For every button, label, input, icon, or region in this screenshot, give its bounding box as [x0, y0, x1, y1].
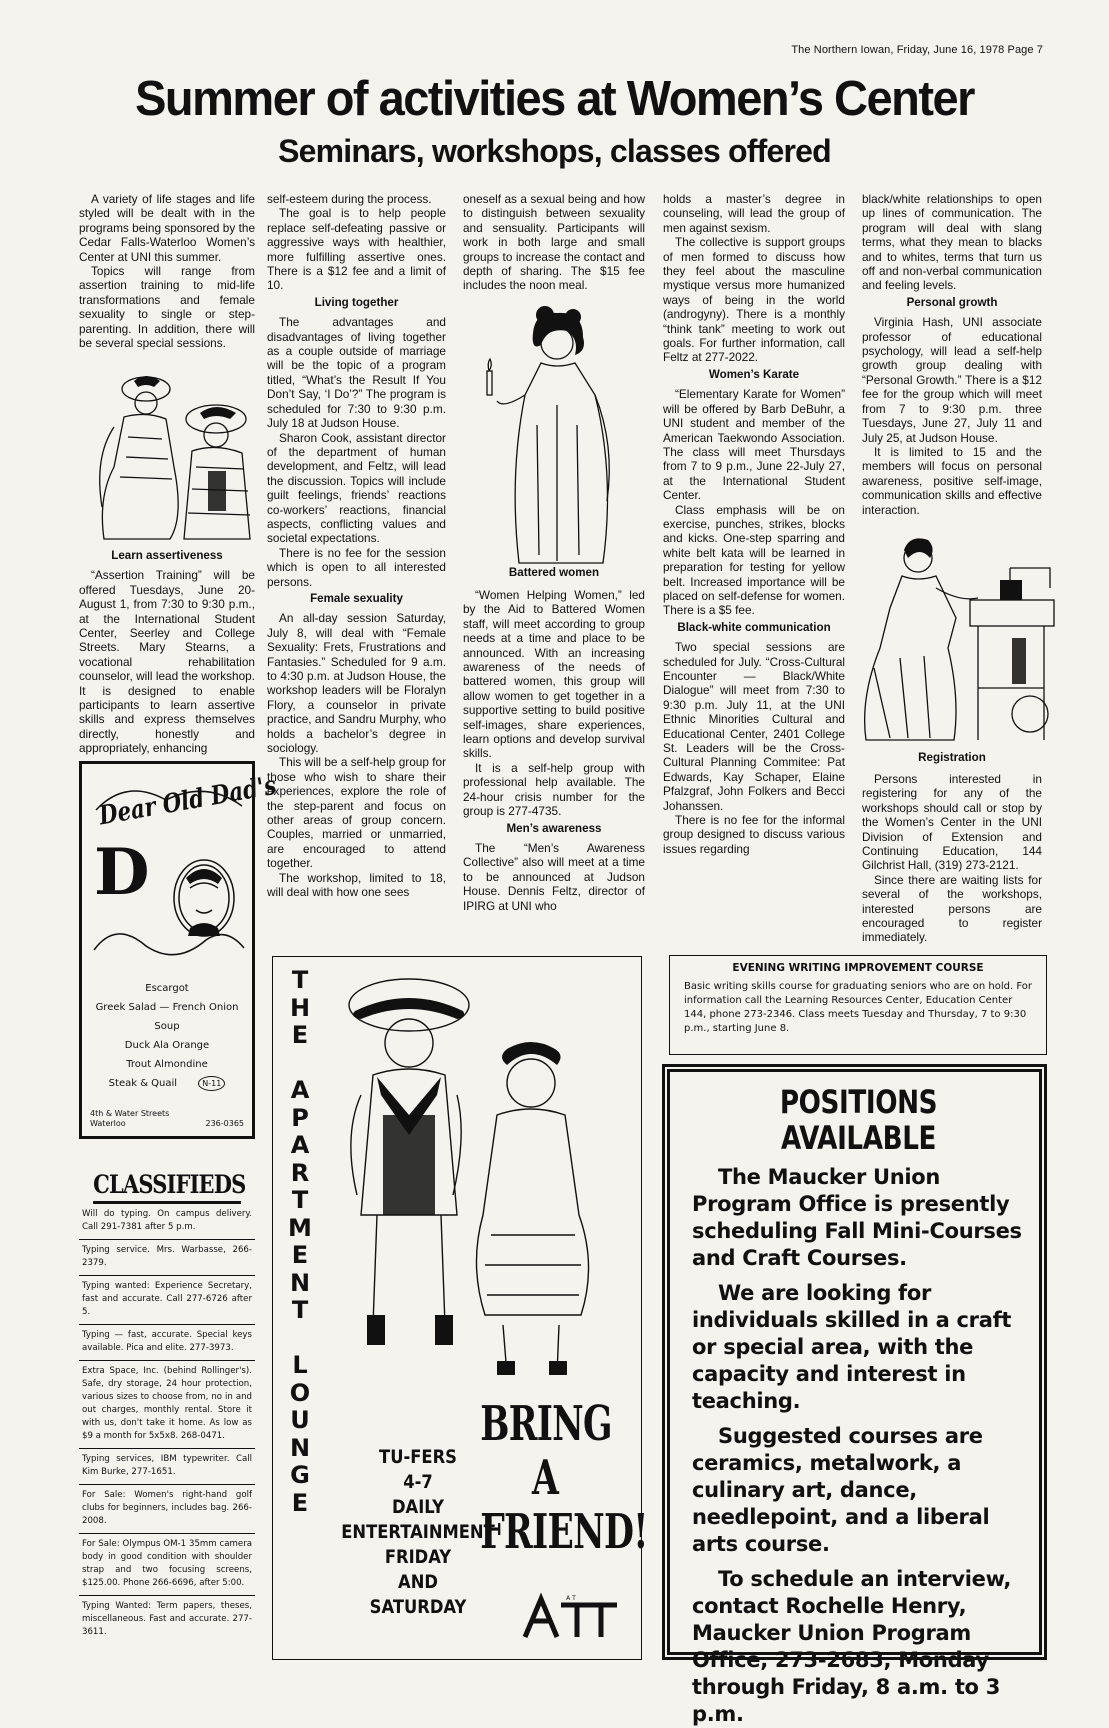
section-heading-karate: Women’s Karate [708, 367, 800, 381]
menu-item: Duck Ala Orange [124, 1040, 210, 1051]
paragraph: Persons interested in registering for any of the workshops should call or stop by the Women’s Center in the UNI Division of Extension and Continuing Education, 144 Gilchrist Hall, (319) 273-2121. [862, 772, 1042, 873]
bring-a-friend-slogan: BRING A FRIEND! [480, 1396, 648, 1560]
menu-item: Steak & Quail N-11 [82, 1074, 252, 1093]
page-folio: The Northern Iowan, Friday, June 16, 1978 Page 7 [791, 44, 1043, 56]
paragraph: “Women Helping Women,” led by the Aid to Battered Women staff, will meet according to group needs at a time and place to be announced. With an increasing awareness of the needs of battered women, this group will allow women to get together in a supportive setting to build positive self-images, share experiences, learn options and develop survival skills. [463, 588, 645, 761]
paragraph: A variety of life stages and life styled will be dealt with in the programs being sponsored by the Cedar Falls-Waterloo Women’s Center at UNI this summer. [79, 192, 255, 264]
paragraph: Class emphasis will be on exercise, punches, strikes, blocks and kicks. One-step sparring and white belt kata will be learned in preparation for testing for yellow belt. Increased importance will be placed on self-defense for women. There is a $5 fee. [663, 502, 845, 618]
article-column-3 [463, 192, 645, 293]
dear-old-dads-ad [79, 761, 279, 1139]
section-heading-black-white: Black-white communication [677, 620, 831, 634]
article-column-1 [79, 192, 255, 350]
woman-with-candle-illustration [475, 305, 640, 573]
vintage-children-illustration [317, 965, 637, 1385]
paragraph: It is a self-help group with professional help available. The 24-hour crisis number for the group is 277-4735. [463, 760, 645, 819]
article-column-5b [862, 772, 1042, 945]
section-heading-living-together: Living together [314, 295, 399, 309]
positions-title-line-1: POSITIONS [779, 1083, 938, 1121]
apartment-logo-icon [521, 1591, 621, 1641]
paragraph: It is limited to 15 and the members will focus on personal awareness, positive self-image, communication skills and effective interaction. [862, 444, 1042, 517]
writing-course-ad [669, 955, 1047, 1055]
paragraph: The workshop, limited to 18, will deal with how one sees [267, 870, 446, 900]
classified-ad: Typing wanted: Experience Secretary, fast and accurate. Call 277-6726 after 5. [79, 1276, 255, 1325]
page-subhead: Seminars, workshops, classes offered [278, 133, 831, 169]
classified-ad: Typing Wanted: Term papers, theses, miscellaneous. Fast and accurate. 277-3611. [82, 1601, 252, 1637]
page-headline: Summer of activities at Women’s Center [135, 69, 974, 126]
dad-address: 4th & Water Streets Waterloo 236-0365 [90, 1109, 244, 1128]
positions-paragraph: The Maucker Union Program Office is presently scheduling Fall Mini-Courses and Craft Courses. [692, 1165, 1022, 1270]
paragraph: black/white relationships to open up lines of communication. The program will deal with slang terms, what they mean to blacks and to whites, terms that turn us off and non-verbal communication and feeling levels. [862, 192, 1042, 293]
paragraph: Topics will range from assertion training to mid-life transformations and female sexuality to single or step-parenting. In addition, there will be several special sessions. [79, 264, 255, 351]
n11-badge: N-11 [198, 1076, 225, 1091]
paragraph: Virginia Hash, UNI associate professor of educational psychology, will lead a self-help growth group dealing with “Personal Growth.” There is a $12 fee for the group which will meet from 7 to 9:30 p.m. three Tuesdays, June 27, July 11 and July 25, at Judson House. [862, 315, 1042, 445]
paragraph: oneself as a sexual being and how to distinguish between sexuality and sensuality. Participants will work in both large and small groups to increase the contact and depth of sharing. The $15 fee includes the noon meal. [463, 192, 645, 293]
classified-ad: Typing — fast, accurate. Special keys available. Pica and elite. 277-3973. [79, 1325, 255, 1361]
classified-ad: Typing services, IBM typewriter. Call Kim Burke, 277-1651. [79, 1449, 255, 1485]
classified-ad: Will do typing. On campus delivery. Call 291-7381 after 5 p.m. [79, 1204, 255, 1240]
section-heading-personal-growth: Personal growth [906, 295, 998, 309]
article-column-5 [862, 192, 1042, 517]
section-heading-assertiveness: Learn assertiveness [111, 549, 223, 562]
positions-title-line-2: AVAILABLE [780, 1119, 937, 1157]
caption-registration: Registration [918, 751, 986, 764]
article-column-3b [463, 588, 645, 913]
section-heading-mens-awareness: Men’s awareness [506, 821, 602, 835]
paragraph: “Assertion Training” will be offered Tuesdays, June 20-August 1, from 7:30 to 9:30 p.m., at the International Student Center, Seerley and College Streets. Mary Stearns, a vocational rehabilitation counselor, will lead the workshop. It is designed to enable participants to learn assertive skills and express themselves directly, honestly and appropriately, enhancing [79, 568, 255, 756]
menu-item: Greek Salad — French Onion Soup [95, 1002, 239, 1032]
dad-logo-text: Dear Old Dad's [96, 769, 279, 832]
svg-text:D: D [94, 835, 150, 910]
positions-paragraph: To schedule an interview, contact Rochelle Henry, Maucker Union Program Office, 273-2683, Monday through Friday, 8 a.m. to 3 p.m. [692, 1567, 1012, 1726]
dear-old-dads-logo-icon [86, 769, 279, 974]
article-column-4 [663, 192, 845, 856]
paragraph: holds a master’s degree in counseling, will lead the group of men against sexism. [663, 192, 845, 235]
paragraph: There is no fee for the session which is open to all interested persons. [267, 545, 446, 589]
apartment-lounge-ad [272, 956, 648, 1660]
woman-at-sewing-machine-illustration [860, 528, 1060, 748]
menu-item: Trout Almondine [126, 1059, 208, 1070]
paragraph: The advantages and disadvantages of living together as a couple outside of marriage will be the topic of a program titled, “What’s the Result If You Don’t Say, ‘I Do’?” The program is scheduled for 7:30 to 9:30 p.m. July 18 at Judson House. [267, 315, 446, 431]
caption-battered-women: Battered women [508, 566, 600, 579]
paragraph: There is no fee for the informal group designed to discuss various issues regarding [663, 813, 845, 856]
positions-available-ad [662, 1064, 1047, 1726]
paragraph: Two special sessions are scheduled for July. “Cross-Cultural Encounter — Black/White Dialogue” will meet from 7:30 to 9:30 p.m. July 11, at the UNI Ethnic Minorities Cultural and Educational Center, 2401 College St. Leaders will be the Cross-Cultural Planning Commitee: Pat Edwards, Kay Schaper, Elaine Pfalzgraf, John Folkers and Becci Johanssen. [663, 640, 845, 813]
paragraph: An all-day session Saturday, July 8, will deal with “Female Sexuality: Frets, Frustrations and Fantasies.” Scheduled for 9 a.m. to 4:30 p.m. at Judson House, the workshop leaders will be Floralyn Flory, a counselor in private practice, and Sandru Murphy, who holds a bachelor’s degree in sociology. [267, 611, 446, 756]
paragraph: “Elementary Karate for Women” will be offered by Barb DeBuhr, a UNI student and member of the American Taekwondo Association. The class will meet Thursdays from 7 to 9 p.m., June 22-July 27, at the International Student Center. [663, 387, 845, 503]
classified-ad: For Sale: Olympus OM-1 35mm camera body in good condition with shoulder strap and two focusing screens, $125.00. Phone 266-6696, after 5:00. [79, 1534, 255, 1596]
lounge-vertical-name: T H E A P A R T M E N T L O U N G E [288, 966, 312, 1517]
article-column-1b [79, 546, 255, 756]
menu-item: Escargot [145, 983, 189, 994]
writing-course-title: EVENING WRITING IMPROVEMENT COURSE [732, 962, 984, 974]
paragraph: The collective is support groups of men formed to discuss how they feel about the masculine mystique versus more humanized ways of being in the world (androgyny). There is a monthly “think tank” meeting to work out goals. For further information, call Feltz at 277-2022. [663, 235, 845, 365]
lounge-schedule: TU-FERS 4-7 DAILY ENTERTAINMENT FRIDAY AND SATURDAY [341, 1446, 495, 1618]
paragraph: self-esteem during the process. [267, 192, 432, 206]
article-column-2 [267, 192, 446, 900]
classified-ad: Extra Space, Inc. (behind Rollinger's). Safe, dry storage, 24 hour protection, various sizes to choose from, no in and out charges, monthly rental. Store it with us, don't take it home. As low as $9 a month for 5x5x8. 268-0471. [79, 1361, 255, 1449]
paragraph: The goal is to help people replace self-defeating passive or aggressive ways with healthier, more fulfilling assertive ones. There is a $12 fee and a limit of 10. [267, 206, 446, 293]
classifieds-title: CLASSIFIEDS [93, 1170, 241, 1204]
section-heading-female-sexuality: Female sexuality [310, 591, 403, 605]
positions-paragraph: Suggested courses are ceramics, metalwork, a culinary art, dance, needlepoint, and a liberal arts course. [692, 1424, 990, 1556]
paragraph: Since there are waiting lists for several of the workshops, interested persons are encouraged to register immediately. [862, 872, 1042, 945]
paragraph: This will be a self-help group for those who wish to share their experiences, explore the role of the step-parent and focus on other areas of group concern. Couples, married or unmarried, are encouraged to attend together. [267, 755, 446, 871]
classified-ad: Typing service. Mrs. Warbasse, 266-2379. [79, 1240, 255, 1276]
writing-course-body: Basic writing skills course for graduating seniors who are on hold. For information call the Learning Resources Center, Education Center 144, phone 273-2346. Class meets Tuesday and Thursday, 7 to 9:30 p.m., starting June 8. [684, 981, 1032, 1034]
paragraph: The “Men’s Awareness Collective” also will meet at a time to be announced at Judson House. Dennis Feltz, director of IPIRG at UNI who [463, 840, 645, 913]
victorian-couple-illustration [84, 367, 256, 542]
dad-menu [82, 979, 252, 1093]
classifieds-section [79, 1170, 255, 1644]
svg-text:A T: A T [566, 1595, 576, 1602]
classified-ad: For Sale: Women's right-hand golf clubs for beginners, includes bag. 266-2008. [79, 1485, 255, 1534]
positions-paragraph: We are looking for individuals skilled in a craft or special area, with the capacity and interest in teaching. [692, 1281, 1012, 1413]
paragraph: Sharon Cook, assistant director of the department of human development, and Feltz, will lead the discussion. Topics will include guilt feelings, friends’ reactions co-workers’ reactions, financial aspects, conflicting values and societal expectations. [267, 430, 446, 546]
